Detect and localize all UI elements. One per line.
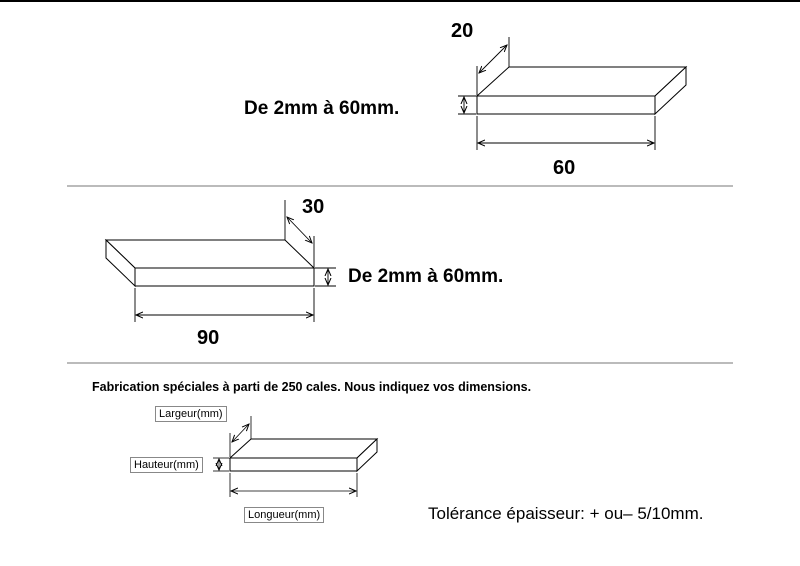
tolerance-text: Tolérance épaisseur: + ou– 5/10mm. xyxy=(428,504,704,523)
block3-height-label: Hauteur(mm) xyxy=(130,457,203,473)
custom-fabrication-note: Fabrication spéciales à parti de 250 cales. Nous indiquez vos dimensions. xyxy=(92,380,532,394)
block1-shape xyxy=(477,67,686,114)
block1-thickness-label: De 2mm à 60mm. xyxy=(244,98,400,119)
block2-thickness-label: De 2mm à 60mm. xyxy=(348,266,504,287)
block1-length-label: 60 xyxy=(553,157,576,179)
block3-length-label: Longueur(mm) xyxy=(244,507,324,523)
block3-width-label: Largeur(mm) xyxy=(155,406,227,422)
block1-width-label: 20 xyxy=(451,20,474,42)
block2-width-label: 30 xyxy=(302,196,325,218)
block3-shape xyxy=(230,439,377,471)
block2-shape xyxy=(106,240,314,286)
block2-length-label: 90 xyxy=(197,327,220,349)
